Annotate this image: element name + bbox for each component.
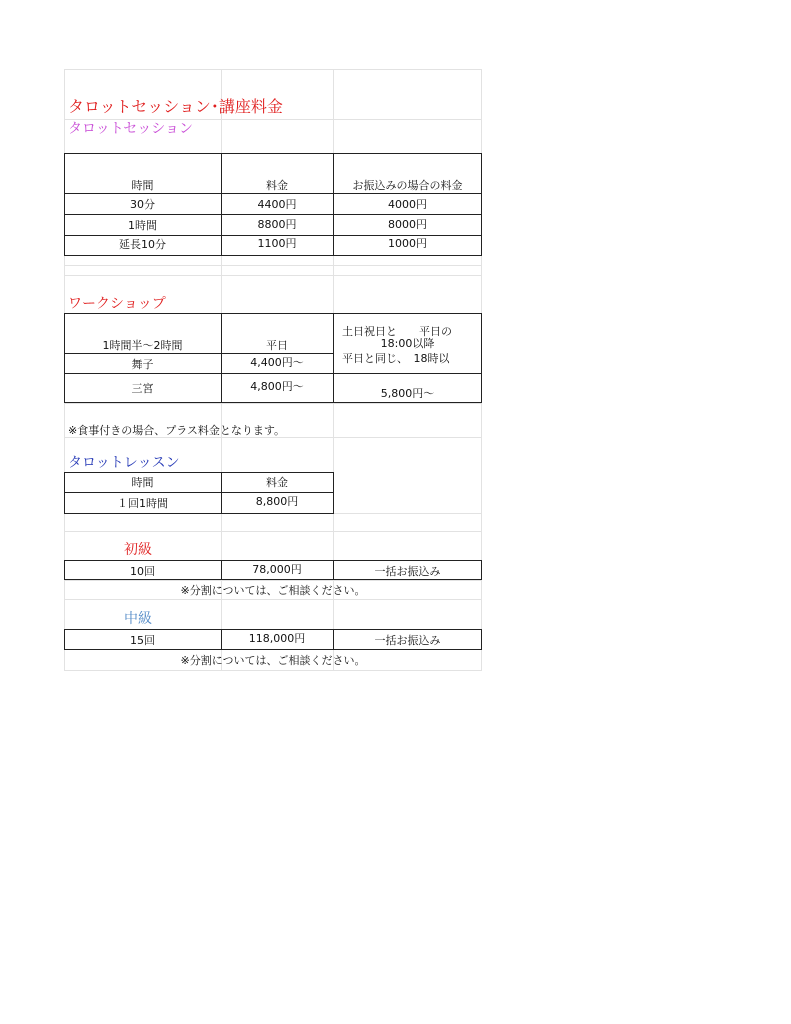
table-cell: 1000円: [388, 237, 427, 250]
intermediate-payment: 一括お振込み: [374, 634, 441, 647]
table-divider: [64, 235, 482, 236]
table-cell: １回1時間: [117, 497, 168, 510]
workshop-header-weekend-note: 平日と同じ、 18時以: [342, 352, 450, 365]
table-divider: [64, 193, 482, 194]
beginner-heading: 初級: [124, 542, 152, 558]
lesson-header-time: 時間: [131, 476, 154, 489]
beginner-price: 78,000円: [252, 563, 302, 576]
session-heading: タロットセッション: [68, 121, 194, 137]
table-divider: [64, 214, 482, 215]
workshop-price-sannomiya: 4,800円〜: [250, 380, 304, 393]
intermediate-heading: 中級: [124, 611, 152, 627]
session-header-transfer-price: お振込みの場合の料金: [352, 179, 463, 192]
intermediate-price: 118,000円: [248, 632, 306, 645]
workshop-price-maiko: 4,400円〜: [250, 356, 304, 369]
workshop-header-time: 1時間半〜2時間: [102, 339, 183, 352]
grid-row-line: [64, 670, 482, 671]
lesson-heading: タロットレッスン: [68, 455, 180, 471]
table-divider: [64, 373, 482, 374]
page-title: タロットセッション･講座料金: [68, 97, 283, 116]
workshop-heading: ワークショップ: [68, 296, 166, 312]
table-cell: 8800円: [257, 218, 297, 231]
grid-row-line: [64, 403, 482, 404]
table-cell: 4000円: [388, 198, 427, 211]
intermediate-note: ※分割については、ご相談ください。: [180, 654, 366, 667]
table-cell: 8000円: [388, 218, 427, 231]
grid-row-line: [64, 69, 482, 70]
grid-row-line: [64, 599, 482, 600]
table-divider: [64, 353, 333, 354]
session-header-price: 料金: [266, 179, 288, 192]
spreadsheet: [64, 69, 482, 671]
workshop-weekend-price: 5,800円〜: [380, 387, 435, 400]
table-cell: 1時間: [128, 219, 157, 232]
table-divider: [64, 492, 334, 493]
workshop-header-weekend: 土日祝日と 平日の: [342, 325, 452, 338]
table-cell: 1100円: [257, 237, 297, 250]
grid-row-line: [64, 265, 482, 266]
workshop-note: ※食事付きの場合、プラス料金となります。: [68, 424, 286, 437]
table-cell: 延長10分: [119, 238, 166, 251]
table-cell: 30分: [130, 198, 155, 211]
table-cell: 8,800円: [255, 495, 299, 508]
workshop-place-sannomiya: 三宮: [131, 382, 154, 395]
table-cell: 4400円: [257, 198, 297, 211]
lesson-header-price: 料金: [266, 476, 288, 489]
beginner-note: ※分割については、ご相談ください。: [180, 584, 366, 597]
grid-row-line: [64, 531, 482, 532]
session-header-time: 時間: [131, 179, 154, 192]
workshop-place-maiko: 舞子: [131, 358, 154, 371]
beginner-payment: 一括お振込み: [374, 565, 441, 578]
intermediate-sessions: 15回: [130, 634, 155, 647]
grid-row-line: [64, 275, 482, 276]
grid-row-line: [64, 580, 482, 581]
beginner-sessions: 10回: [130, 565, 155, 578]
workshop-header-weekend-time: 18:00以降: [380, 337, 435, 350]
workshop-header-weekday: 平日: [266, 339, 288, 352]
